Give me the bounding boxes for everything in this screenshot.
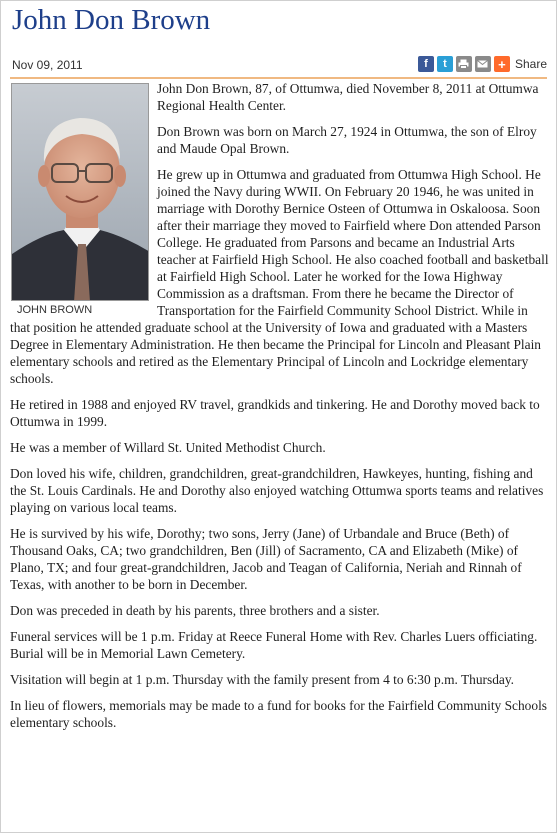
paragraph: In lieu of flowers, memorials may be made to a fund for books for the Fairfield Community Schools elementary schools. [10,698,548,730]
share-link[interactable]: Share [514,57,547,71]
print-glyph [458,59,469,69]
photo-caption: JOHN BROWN [17,304,93,316]
facebook-icon[interactable]: f [418,56,434,72]
paragraph: Don was preceded in death by his parents, three brothers and a sister. [10,603,380,618]
add-share-icon[interactable]: + [494,56,510,72]
page-title: John Don Brown [12,4,211,36]
twitter-icon[interactable]: t [437,56,453,72]
paragraph: Don Brown was born on March 27, 1924 in Ottumwa, the son of Elroy and Maude Opal Brown. [157,124,537,156]
publish-date: Nov 09, 2011 [12,58,83,72]
email-icon[interactable] [475,56,491,72]
article-body [10,80,550,740]
paragraph: He retired in 1988 and enjoyed RV travel, grandkids and tinkering. He and Dorothy moved back to Ottumwa in 1999. [10,397,540,429]
paragraph: Visitation will begin at 1 p.m. Thursday with the family present from 4 to 6:30 p.m. Thursday. [10,672,515,687]
header-divider [10,77,547,79]
paragraph: John Don Brown, 87, of Ottumwa, died November 8, 2011 at Ottumwa Regional Health Center. [157,81,539,113]
print-icon[interactable] [456,56,472,72]
paragraph: Don loved his wife, children, grandchildren, great-grandchildren, Hawkeyes, hunting, fishing and the St. Louis Cardinals. He and Dorothy also enjoyed watching Ottumwa sports teams and relatives playing on various local teams. [10,466,544,515]
paragraph: Funeral services will be 1 p.m. Friday at Reece Funeral Home with Rev. Charles Luers officiating. Burial will be in Memorial Lawn Cemetery. [10,629,538,661]
paragraph: He was a member of Willard St. United Methodist Church. [10,440,326,455]
paragraph: He is survived by his wife, Dorothy; two sons, Jerry (Jane) of Urbandale and Bruce (Beth) of Thousand Oaks, CA; two grandchildren, Ben (Jill) of Sacramento, CA and Elizabeth (Mike) of Plano, TX; and four great-grandchildren, Jacob and Teagan of California, Neriah and Rinnah of Texas, with another to be born in December. [10,526,522,592]
photo-float-spacer [10,80,157,317]
share-bar [418,56,547,72]
envelope-glyph [477,60,488,68]
paragraph: He grew up in Ottumwa and graduated from Ottumwa High School. He joined the Navy during WWII. On February 20 1946, he was united in marriage with Dorothy Bernice Osteen of Ottumwa in Oskaloosa. Soon after their marriage they moved to Fairfield where Don attended Parson College. He graduated from Parsons and became an Industrial Arts teacher at Fairfield High School. He also coached football and basketball at Fairfield High School. Later he worked for the Iowa Highway Commission as a draftsman. From there he became the Director of Transportation for the Fairfield Community School District. While in that position he attended graduate school at the University of Iowa and graduated with a Masters Degree in Elementary Administration. He then became the Principal for Lincoln and Pleasant Plain elementary schools and retired as the Elementary Principal of Lincoln and Lockridge elementary schools. [10,167,549,386]
